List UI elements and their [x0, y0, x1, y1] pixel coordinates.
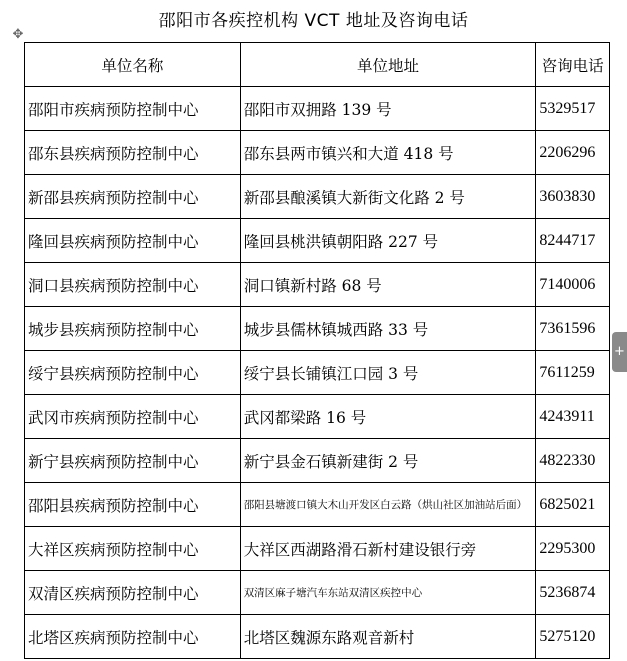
unit-address: 邵东县两市镇兴和大道 418 号: [240, 131, 536, 175]
unit-phone: 5236874: [536, 571, 610, 615]
page-title: 邵阳市各疾控机构 VCT 地址及咨询电话: [158, 11, 469, 31]
unit-name: 邵阳县疾病预防控制中心: [25, 483, 241, 527]
unit-name: 绥宁县疾病预防控制中心: [25, 351, 241, 395]
table-row: [25, 175, 610, 219]
unit-phone: 2295300: [536, 527, 610, 571]
table-row: [25, 483, 610, 527]
unit-address: 双清区麻子塘汽车东站双清区疾控中心: [240, 571, 536, 615]
unit-phone: 5329517: [536, 87, 610, 131]
unit-address: 武冈都梁路 16 号: [240, 395, 536, 439]
table-row: [25, 131, 610, 175]
unit-name: 双清区疾病预防控制中心: [25, 571, 241, 615]
unit-phone: 7140006: [536, 263, 610, 307]
move-arrows-icon[interactable]: ✥: [12, 27, 24, 42]
table-row: [25, 439, 610, 483]
unit-address: 大祥区西湖路滑石新村建设银行旁: [240, 527, 536, 571]
unit-phone: 4822330: [536, 439, 610, 483]
header-address: 单位地址: [240, 43, 536, 87]
plus-icon[interactable]: +: [612, 332, 627, 372]
unit-name: 武冈市疾病预防控制中心: [25, 395, 241, 439]
unit-address: 新宁县金石镇新建街 2 号: [240, 439, 536, 483]
header-phone: 咨询电话: [536, 43, 610, 87]
table-row: [25, 527, 610, 571]
unit-phone: 7361596: [536, 307, 610, 351]
table-row: [25, 307, 610, 351]
unit-phone: 5275120: [536, 615, 610, 659]
unit-phone: 2206296: [536, 131, 610, 175]
table-row: [25, 571, 610, 615]
unit-name: 隆回县疾病预防控制中心: [25, 219, 241, 263]
unit-name: 洞口县疾病预防控制中心: [25, 263, 241, 307]
unit-name: 北塔区疾病预防控制中心: [25, 615, 241, 659]
unit-name: 城步县疾病预防控制中心: [25, 307, 241, 351]
table-row: [25, 615, 610, 659]
table-header-row: [25, 43, 610, 87]
unit-address: 北塔区魏源东路观音新村: [240, 615, 536, 659]
unit-name: 新宁县疾病预防控制中心: [25, 439, 241, 483]
unit-address: 新邵县酿溪镇大新街文化路 2 号: [240, 175, 536, 219]
unit-address: 隆回县桃洪镇朝阳路 227 号: [240, 219, 536, 263]
unit-name: 大祥区疾病预防控制中心: [25, 527, 241, 571]
unit-phone: 8244717: [536, 219, 610, 263]
table-row: [25, 351, 610, 395]
unit-name: 新邵县疾病预防控制中心: [25, 175, 241, 219]
unit-phone: 4243911: [536, 395, 610, 439]
unit-phone: 7611259: [536, 351, 610, 395]
table-row: [25, 219, 610, 263]
unit-address: 洞口镇新村路 68 号: [240, 263, 536, 307]
unit-address: 城步县儒林镇城西路 33 号: [240, 307, 536, 351]
table-row: [25, 263, 610, 307]
unit-name: 邵东县疾病预防控制中心: [25, 131, 241, 175]
vct-table: [24, 42, 610, 659]
unit-address: 绥宁县长铺镇江口园 3 号: [240, 351, 536, 395]
unit-address: 邵阳县塘渡口镇大木山开发区白云路（烘山社区加油站后面）: [240, 483, 536, 527]
header-name: 单位名称: [25, 43, 241, 87]
unit-phone: 3603830: [536, 175, 610, 219]
table-row: [25, 395, 610, 439]
unit-address: 邵阳市双拥路 139 号: [240, 87, 536, 131]
table-row: [25, 87, 610, 131]
unit-name: 邵阳市疾病预防控制中心: [25, 87, 241, 131]
unit-phone: 6825021: [536, 483, 610, 527]
